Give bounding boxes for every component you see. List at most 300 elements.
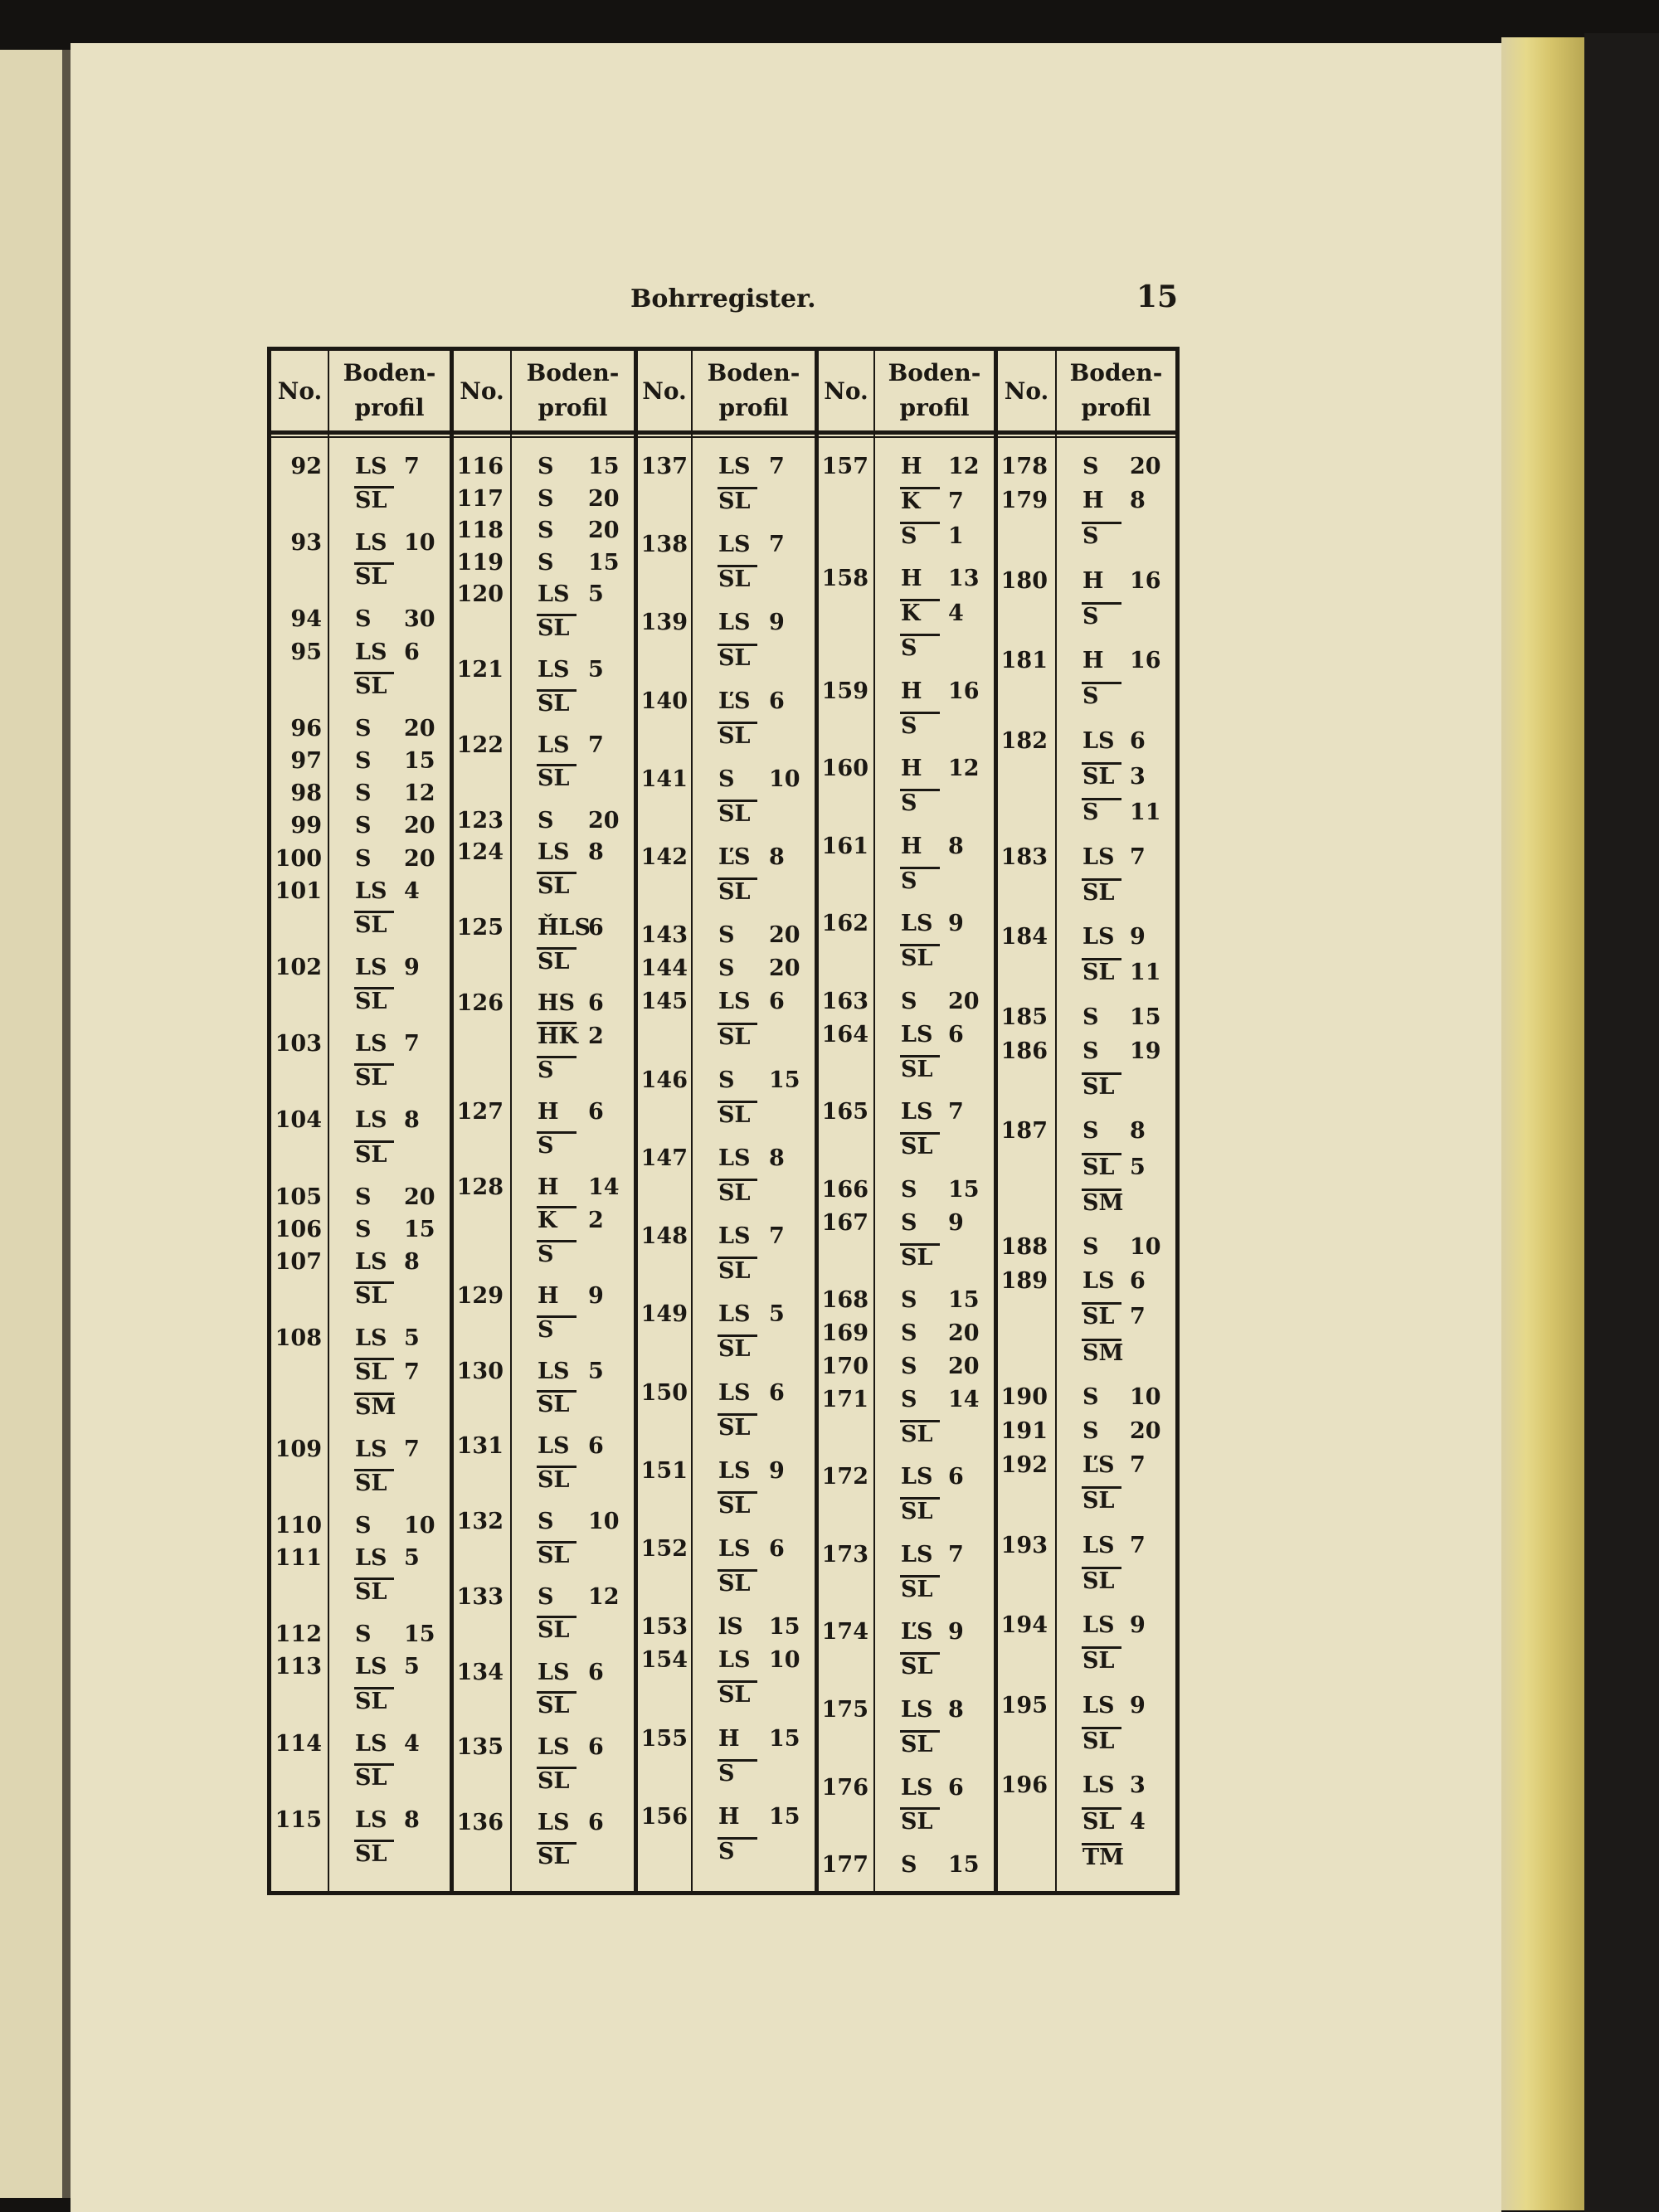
- soil-layer-thickness: 7: [1130, 1532, 1146, 1558]
- soil-layer-code: S: [718, 955, 735, 982]
- entry-number: 192: [1000, 1452, 1048, 1479]
- entry-number: 128: [456, 1174, 504, 1200]
- soil-layer-code: SL: [901, 1654, 933, 1680]
- soil-layer-code: S̄L: [355, 1688, 387, 1714]
- soil-layer-thickness: 10: [588, 1509, 620, 1535]
- soil-layer-thickness: 10: [1130, 1234, 1161, 1261]
- soil-layer-code: LS: [355, 454, 387, 479]
- soil-layer-code: S̄L: [538, 1767, 570, 1794]
- entry-number: 94: [290, 606, 322, 633]
- soil-layer-thickness: 5: [1130, 1154, 1146, 1180]
- soil-layer-code: SL: [538, 1467, 570, 1493]
- soil-layer-code: S: [355, 747, 372, 774]
- soil-layer-code: S: [1082, 1383, 1099, 1410]
- soil-layer-code: SL: [1082, 1073, 1115, 1100]
- soil-layer-code: LS: [1082, 1772, 1115, 1799]
- soil-layer-code: S: [355, 1512, 372, 1539]
- entry-number: 110: [275, 1512, 322, 1539]
- header-no: No.: [460, 377, 504, 405]
- soil-layer-code: S: [538, 1241, 554, 1267]
- no-column-divider: [691, 347, 693, 1895]
- soil-layer-thickness: 5: [588, 1358, 604, 1384]
- soil-layer-thickness: 2: [588, 1208, 604, 1234]
- soil-layer-code: SL: [901, 1056, 933, 1082]
- soil-layer-code: LS: [538, 732, 570, 758]
- soil-layer-thickness: 9: [1130, 924, 1146, 950]
- entry-number: 177: [821, 1852, 868, 1879]
- entry-number: 93: [290, 530, 322, 557]
- soil-layer-code: LS: [718, 1301, 751, 1328]
- soil-layer-code: SL: [538, 615, 570, 641]
- entry-number: 97: [290, 747, 322, 774]
- soil-layer-code: LS: [355, 1730, 387, 1757]
- soil-layer-thickness: 2: [588, 1023, 604, 1050]
- soil-layer-code: H: [901, 454, 922, 479]
- entry-number: 185: [1000, 1004, 1048, 1030]
- entry-number: 124: [456, 839, 504, 866]
- entry-number: 103: [275, 1031, 322, 1057]
- soil-layer-code: LS: [718, 1536, 751, 1563]
- soil-layer-thickness: 9: [948, 1619, 964, 1646]
- soil-layer-thickness: 20: [588, 807, 620, 834]
- soil-layer-thickness: 30: [404, 606, 435, 633]
- entry-number: 92: [290, 454, 322, 479]
- soil-layer-thickness: 4: [404, 1730, 420, 1757]
- entry-number: 111: [275, 1545, 322, 1572]
- soil-layer-code: LS: [718, 1457, 751, 1484]
- soil-layer-code: LS: [355, 1545, 387, 1572]
- soil-layer-code: S: [355, 1216, 372, 1242]
- soil-layer-thickness: 9: [404, 955, 420, 981]
- header-bodenprofil: [1057, 352, 1175, 429]
- soil-layer-thickness: 20: [588, 485, 620, 512]
- soil-layer-code: SL: [718, 800, 751, 827]
- soil-layer-code: S: [901, 989, 917, 1014]
- soil-layer-thickness: 7: [769, 454, 785, 479]
- soil-layer-thickness: 4: [1130, 1808, 1146, 1835]
- entry-number: 148: [640, 1223, 688, 1250]
- soil-layer-code: H: [901, 756, 922, 782]
- soil-layer-code: SL: [355, 1359, 387, 1386]
- soil-layer-code: S: [1082, 1418, 1099, 1445]
- soil-layer-thickness: 20: [1130, 1418, 1161, 1445]
- entry-number: 161: [821, 833, 868, 859]
- soil-layer-code: S: [538, 1132, 554, 1159]
- entry-number: 144: [640, 955, 688, 982]
- soil-layer-thickness: 6: [588, 914, 604, 941]
- soil-layer-thickness: 6: [769, 1536, 785, 1563]
- soil-layer-code: S: [538, 1316, 554, 1343]
- soil-layer-thickness: 6: [1130, 1268, 1146, 1295]
- soil-layer-code: LS: [355, 878, 387, 904]
- entry-number: 196: [1000, 1772, 1048, 1799]
- header-bodenprofil-line2: profil: [1081, 394, 1151, 421]
- soil-layer-thickness: 15: [769, 1614, 800, 1641]
- header-bodenprofil-line2: profil: [538, 394, 608, 421]
- soil-layer-code: LS: [1082, 843, 1115, 870]
- soil-layer-code: S: [901, 1386, 917, 1412]
- entry-number: 107: [275, 1249, 322, 1276]
- soil-layer-code: TM: [1082, 1844, 1124, 1870]
- soil-layer-thickness: 15: [588, 454, 620, 479]
- soil-layer-thickness: 15: [1130, 1004, 1161, 1030]
- entry-number: 134: [456, 1659, 504, 1685]
- entry-number: 150: [640, 1379, 688, 1406]
- entry-number: 135: [456, 1734, 504, 1761]
- soil-layer-thickness: 7: [1130, 1304, 1146, 1330]
- header-bodenprofil: [512, 352, 634, 429]
- soil-layer-code: SL: [1082, 1728, 1115, 1755]
- soil-layer-thickness: 9: [769, 610, 785, 636]
- soil-layer-thickness: 1: [948, 523, 964, 549]
- entry-number: 99: [290, 813, 322, 839]
- entry-number: 180: [1000, 567, 1048, 594]
- soil-layer-thickness: 6: [588, 989, 604, 1016]
- soil-layer-code: K̄: [538, 1208, 557, 1234]
- soil-layer-code: S: [355, 606, 372, 633]
- header-bodenprofil-line1: Boden-: [526, 359, 620, 386]
- soil-layer-thickness: 19: [1130, 1038, 1161, 1064]
- soil-layer-code: LS: [718, 1223, 751, 1250]
- soil-layer-code: S: [901, 868, 917, 894]
- soil-layer-thickness: 7: [948, 1541, 964, 1568]
- soil-layer-code: LS: [901, 1541, 933, 1568]
- soil-layer-code: LS: [901, 1774, 933, 1801]
- soil-layer-code: SL: [1082, 763, 1115, 790]
- soil-layer-code: SL: [1082, 879, 1115, 906]
- header-bodenprofil: [693, 352, 815, 429]
- soil-layer-code: S: [538, 1057, 554, 1083]
- soil-layer-code: SL: [1082, 1808, 1115, 1835]
- soil-layer-thickness: 20: [948, 1320, 980, 1347]
- soil-layer-code: S: [901, 790, 917, 817]
- soil-layer-code: LS: [1082, 727, 1115, 754]
- entry-number: 157: [821, 454, 868, 479]
- entry-number: 102: [275, 955, 322, 981]
- entry-number: 172: [821, 1464, 868, 1490]
- entry-number: 109: [275, 1436, 322, 1462]
- soil-layer-thickness: 8: [404, 1249, 420, 1276]
- entry-number: 106: [275, 1216, 322, 1242]
- header-no: No.: [642, 377, 687, 405]
- header-bodenprofil-line2: profil: [718, 394, 789, 421]
- soil-layer-code: SL: [538, 1542, 570, 1568]
- soil-layer-code: LS: [718, 989, 751, 1015]
- entry-number: 153: [640, 1614, 688, 1641]
- soil-layer-thickness: 6: [948, 1464, 964, 1490]
- header-no: No.: [1004, 377, 1049, 405]
- soil-layer-code: SL: [901, 1576, 933, 1602]
- soil-layer-code: S: [1082, 523, 1099, 550]
- entry-number: 96: [290, 715, 322, 741]
- soil-layer-code: SL: [718, 879, 751, 906]
- soil-layer-thickness: 12: [948, 756, 980, 782]
- soil-layer-thickness: 11: [1130, 960, 1161, 986]
- entry-number: 114: [275, 1730, 322, 1757]
- soil-layer-code: LS: [718, 1379, 751, 1406]
- soil-layer-thickness: 8: [769, 844, 785, 871]
- soil-layer-code: H: [718, 1725, 740, 1752]
- entry-number: 146: [640, 1067, 688, 1093]
- soil-layer-code: SL: [355, 673, 387, 699]
- soil-layer-thickness: 14: [948, 1386, 980, 1412]
- soil-layer-code: HS: [538, 989, 576, 1016]
- entry-number: 143: [640, 922, 688, 949]
- soil-layer-thickness: 8: [588, 839, 604, 866]
- page-edges: [1501, 37, 1584, 2210]
- page-title: Bohrregister.: [630, 284, 816, 314]
- entry-number: 139: [640, 610, 688, 636]
- entry-number: 125: [456, 914, 504, 941]
- soil-layer-code: LS: [355, 1325, 387, 1352]
- soil-layer-code: LS: [355, 1436, 387, 1462]
- header-no: No.: [824, 377, 868, 405]
- entry-number: 189: [1000, 1268, 1048, 1295]
- entry-number: 162: [821, 911, 868, 937]
- soil-layer-code: SL: [538, 1843, 570, 1869]
- soil-layer-thickness: 6: [588, 1433, 604, 1460]
- soil-layer-thickness: 15: [404, 747, 435, 774]
- soil-layer-code: S̄L: [1082, 960, 1115, 986]
- soil-layer-thickness: 8: [1130, 488, 1146, 514]
- soil-layer-thickness: 5: [588, 657, 604, 683]
- soil-layer-code: S: [718, 1760, 735, 1787]
- soil-layer-code: S: [901, 1852, 917, 1879]
- soil-layer-thickness: 20: [404, 1184, 435, 1210]
- soil-layer-code: H: [1082, 567, 1104, 594]
- entry-number: 176: [821, 1774, 868, 1801]
- soil-layer-code: H: [901, 566, 922, 592]
- entry-number: 165: [821, 1099, 868, 1125]
- soil-layer-thickness: 16: [1130, 648, 1161, 674]
- soil-layer-code: S: [901, 1320, 917, 1347]
- soil-layer-code: LS: [901, 1464, 933, 1490]
- entry-number: 151: [640, 1457, 688, 1484]
- soil-layer-thickness: 20: [948, 1353, 980, 1379]
- soil-layer-thickness: 7: [769, 532, 785, 558]
- entry-number: 158: [821, 566, 868, 592]
- entry-number: 120: [456, 581, 504, 608]
- entry-number: 194: [1000, 1612, 1048, 1639]
- soil-layer-code: SL: [718, 1180, 751, 1207]
- soil-layer-thickness: 7: [588, 732, 604, 758]
- soil-layer-code: S: [901, 712, 917, 739]
- soil-layer-code: SL: [718, 1682, 751, 1709]
- soil-layer-thickness: 15: [404, 1621, 435, 1648]
- header-rule-thin: [267, 436, 1180, 438]
- soil-layer-code: SL: [718, 644, 751, 671]
- page-number: 15: [1136, 280, 1179, 314]
- soil-layer-code: S: [538, 454, 554, 479]
- soil-layer-code: SL: [718, 489, 751, 515]
- soil-layer-thickness: 7: [1130, 1452, 1146, 1479]
- entry-number: 191: [1000, 1418, 1048, 1445]
- soil-layer-thickness: 15: [948, 1176, 980, 1203]
- soil-layer-code: S̄L: [355, 1283, 387, 1310]
- soil-layer-code: S: [355, 1621, 372, 1648]
- no-column-divider: [328, 347, 329, 1895]
- soil-layer-code: LS: [718, 610, 751, 636]
- entry-number: 170: [821, 1353, 868, 1379]
- soil-layer-code: S: [901, 1176, 917, 1203]
- entry-number: 154: [640, 1647, 688, 1674]
- soil-layer-thickness: 9: [1130, 1612, 1146, 1639]
- soil-layer-code: LS: [901, 1021, 933, 1048]
- header-bodenprofil: [329, 352, 450, 429]
- soil-layer-code: H: [718, 1803, 740, 1830]
- soil-layer-code: LS: [355, 1249, 387, 1276]
- soil-layer-thickness: 20: [404, 715, 435, 741]
- soil-layer-thickness: 9: [769, 1457, 785, 1484]
- soil-layer-code: S: [1082, 1038, 1099, 1064]
- no-column-divider: [510, 347, 512, 1895]
- entry-number: 164: [821, 1021, 868, 1048]
- entry-number: 190: [1000, 1383, 1048, 1410]
- soil-layer-thickness: 3: [1130, 1772, 1146, 1799]
- soil-layer-thickness: 6: [588, 1734, 604, 1761]
- soil-layer-thickness: 8: [948, 1697, 964, 1723]
- soil-layer-thickness: 6: [769, 1379, 785, 1406]
- soil-layer-thickness: 10: [1130, 1383, 1161, 1410]
- soil-layer-code: SL: [901, 1499, 933, 1525]
- soil-layer-thickness: 8: [404, 1107, 420, 1134]
- soil-layer-code: ȞLS: [538, 914, 591, 941]
- soil-layer-code: SL: [538, 690, 570, 717]
- soil-layer-code: LS: [718, 1647, 751, 1674]
- soil-layer-thickness: 6: [948, 1021, 964, 1048]
- soil-layer-code: LS: [901, 1099, 933, 1125]
- soil-layer-code: LS: [538, 581, 570, 608]
- soil-layer-code: S: [355, 780, 372, 807]
- entry-number: 166: [821, 1176, 868, 1203]
- soil-layer-code: ĽS: [1082, 1452, 1115, 1479]
- entry-number: 100: [275, 845, 322, 872]
- entry-number: 179: [1000, 488, 1048, 514]
- entry-number: 138: [640, 532, 688, 558]
- entry-number: 116: [456, 454, 504, 479]
- soil-layer-code: SM: [355, 1393, 397, 1420]
- entry-number: 132: [456, 1509, 504, 1535]
- soil-layer-thickness: 15: [588, 549, 620, 576]
- entry-number: 137: [640, 454, 688, 479]
- entry-number: 140: [640, 688, 688, 714]
- soil-layer-thickness: 10: [404, 530, 435, 557]
- soil-layer-code: LS: [538, 657, 570, 683]
- entry-number: 186: [1000, 1038, 1048, 1064]
- soil-layer-code: S: [901, 1353, 917, 1379]
- soil-layer-thickness: 9: [948, 911, 964, 937]
- header-bodenprofil-line2: profil: [899, 394, 970, 421]
- soil-layer-code: H: [538, 1174, 559, 1200]
- soil-layer-code: S̄L: [355, 1579, 387, 1606]
- entry-number: 171: [821, 1386, 868, 1412]
- soil-layer-code: LS: [718, 454, 751, 479]
- entry-number: 126: [456, 989, 504, 1016]
- soil-layer-thickness: 9: [948, 1209, 964, 1236]
- soil-layer-thickness: 14: [588, 1174, 620, 1200]
- soil-layer-code: SL: [355, 1840, 387, 1867]
- soil-layer-code: LS: [718, 1145, 751, 1171]
- soil-layer-code: SL: [901, 946, 933, 972]
- entry-number: 167: [821, 1209, 868, 1236]
- soil-layer-thickness: 6: [769, 688, 785, 714]
- header-bodenprofil-line2: profil: [354, 394, 425, 421]
- entry-number: 119: [456, 549, 504, 576]
- soil-layer-thickness: 13: [948, 566, 980, 592]
- soil-layer-code: K: [901, 600, 921, 627]
- soil-layer-code: LS: [901, 1697, 933, 1723]
- soil-layer-thickness: 6: [588, 1810, 604, 1836]
- soil-layer-code: S: [1082, 603, 1099, 630]
- soil-layer-thickness: 7: [948, 488, 964, 514]
- entry-number: 145: [640, 989, 688, 1015]
- soil-layer-code: S: [1082, 1004, 1099, 1030]
- soil-layer-code: S: [355, 1184, 372, 1210]
- entry-number: 129: [456, 1282, 504, 1309]
- soil-layer-thickness: 8: [769, 1145, 785, 1171]
- entry-number: 168: [821, 1287, 868, 1314]
- soil-layer-code: SL: [355, 1141, 387, 1168]
- entry-number: 159: [821, 678, 868, 704]
- entry-number: 188: [1000, 1234, 1048, 1261]
- entry-number: 127: [456, 1098, 504, 1125]
- entry-number: 184: [1000, 924, 1048, 950]
- entry-number: 141: [640, 766, 688, 792]
- entry-number: 175: [821, 1697, 868, 1723]
- soil-layer-code: LS: [355, 1654, 387, 1680]
- soil-layer-code: H: [1082, 648, 1104, 674]
- soil-layer-code: S: [901, 523, 917, 549]
- soil-layer-code: H: [538, 1282, 559, 1309]
- soil-layer-thickness: 20: [404, 813, 435, 839]
- header-no: No.: [277, 377, 323, 405]
- soil-layer-code: H: [901, 678, 922, 704]
- soil-layer-code: S: [718, 1067, 735, 1093]
- entry-number: 152: [640, 1536, 688, 1563]
- entry-number: 108: [275, 1325, 322, 1352]
- entry-number: 178: [1000, 454, 1048, 479]
- soil-layer-code: SL: [901, 1731, 933, 1757]
- soil-layer-thickness: 15: [404, 1216, 435, 1242]
- soil-layer-thickness: 8: [1130, 1118, 1146, 1145]
- soil-layer-code: SL: [718, 1414, 751, 1441]
- soil-layer-code: SL: [355, 912, 387, 939]
- entry-number: 118: [456, 518, 504, 544]
- soil-layer-thickness: 20: [769, 955, 800, 982]
- soil-layer-thickness: 6: [769, 989, 785, 1015]
- soil-layer-thickness: 6: [588, 1098, 604, 1125]
- soil-layer-thickness: 12: [588, 1583, 620, 1610]
- soil-layer-code: LS: [1082, 1268, 1115, 1295]
- soil-layer-code: LS: [538, 1659, 570, 1685]
- soil-layer-thickness: 12: [948, 454, 980, 479]
- soil-layer-thickness: 15: [769, 1725, 800, 1752]
- soil-layer-code: SL: [1082, 1488, 1115, 1514]
- entry-number: 147: [640, 1145, 688, 1171]
- header-bodenprofil-line1: Boden-: [707, 359, 800, 386]
- soil-layer-code: SL: [355, 989, 387, 1015]
- soil-layer-code: ĽS: [718, 844, 751, 871]
- soil-layer-code: SL: [1082, 1154, 1115, 1180]
- soil-layer-code: ĽS: [901, 1619, 933, 1646]
- soil-layer-code: SL: [538, 948, 570, 975]
- soil-layer-thickness: 20: [1130, 454, 1161, 479]
- soil-layer-code: SL: [718, 1336, 751, 1363]
- entry-number: 181: [1000, 648, 1048, 674]
- soil-layer-code: SL: [538, 1693, 570, 1719]
- soil-layer-thickness: 7: [769, 1223, 785, 1250]
- entry-number: 101: [275, 878, 322, 904]
